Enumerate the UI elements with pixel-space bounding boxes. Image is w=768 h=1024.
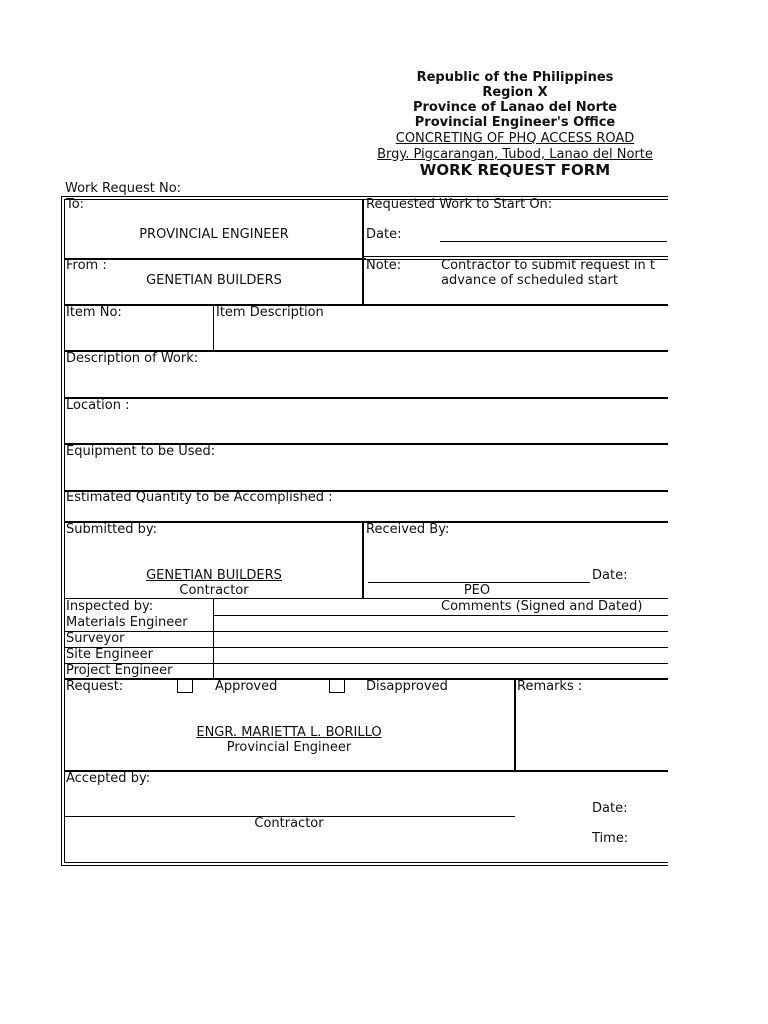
submitted-role: Contractor bbox=[179, 583, 249, 598]
to-value: PROVINCIAL ENGINEER bbox=[139, 227, 289, 242]
time-label: Time: bbox=[592, 831, 629, 846]
header-republic: Republic of the Philippines bbox=[416, 70, 614, 85]
inspected-by-label: Inspected by: bbox=[66, 599, 154, 614]
work-request-no-label: Work Request No: bbox=[65, 181, 182, 196]
header-region: Region X bbox=[482, 85, 548, 100]
header-province: Province of Lanao del Norte bbox=[412, 100, 618, 115]
inspector-surveyor: Surveyor bbox=[66, 631, 125, 646]
accepted-date-label: Date: bbox=[592, 801, 628, 816]
from-value: GENETIAN BUILDERS bbox=[146, 273, 282, 288]
received-by-label: Received By: bbox=[366, 522, 450, 537]
approved-checkbox[interactable] bbox=[177, 679, 193, 693]
inspector-materials-engineer: Materials Engineer bbox=[66, 615, 188, 630]
estimated-quantity-label: Estimated Quantity to be Accomplished : bbox=[66, 490, 333, 505]
request-label: Request: bbox=[66, 679, 124, 694]
engineer-name: ENGR. MARIETTA L. BORILLO bbox=[196, 725, 382, 740]
note-line-1: Contractor to submit request in t bbox=[441, 258, 655, 273]
approved-label: Approved bbox=[215, 679, 278, 694]
inspector-site-engineer: Site Engineer bbox=[66, 647, 153, 662]
note-label: Note: bbox=[366, 258, 402, 273]
received-role: PEO bbox=[463, 583, 491, 598]
from-label: From : bbox=[66, 258, 107, 273]
accepted-role: Contractor bbox=[254, 816, 324, 831]
item-description-label: Item Description bbox=[216, 305, 324, 320]
received-date-label: Date: bbox=[592, 568, 628, 583]
form-title: WORK REQUEST FORM bbox=[419, 161, 611, 179]
remarks-label: Remarks : bbox=[517, 679, 583, 694]
inspector-project-engineer: Project Engineer bbox=[66, 663, 173, 678]
note-line-2: advance of scheduled start bbox=[441, 273, 618, 288]
location-label: Location : bbox=[66, 398, 130, 413]
disapproved-checkbox[interactable] bbox=[329, 679, 345, 693]
equipment-label: Equipment to be Used: bbox=[66, 444, 216, 459]
accepted-by-label: Accepted by: bbox=[66, 771, 151, 786]
item-no-label: Item No: bbox=[66, 305, 122, 320]
submitted-by-label: Submitted by: bbox=[66, 522, 157, 537]
start-date-label: Date: bbox=[366, 227, 402, 242]
disapproved-label: Disapproved bbox=[366, 679, 448, 694]
description-of-work-label: Description of Work: bbox=[66, 351, 199, 366]
engineer-title: Provincial Engineer bbox=[226, 740, 352, 755]
to-label: To: bbox=[66, 197, 85, 212]
requested-start-label: Requested Work to Start On: bbox=[366, 197, 553, 212]
start-date-field[interactable] bbox=[441, 227, 667, 242]
header-location: Brgy. Pigcarangan, Tubod, Lanao del Norte bbox=[377, 147, 653, 162]
header-project: CONCRETING OF PHQ ACCESS ROAD bbox=[395, 131, 635, 146]
comments-label: Comments (Signed and Dated) bbox=[441, 599, 643, 614]
submitted-name: GENETIAN BUILDERS bbox=[146, 568, 282, 583]
header-office: Provincial Engineer's Office bbox=[414, 115, 616, 130]
